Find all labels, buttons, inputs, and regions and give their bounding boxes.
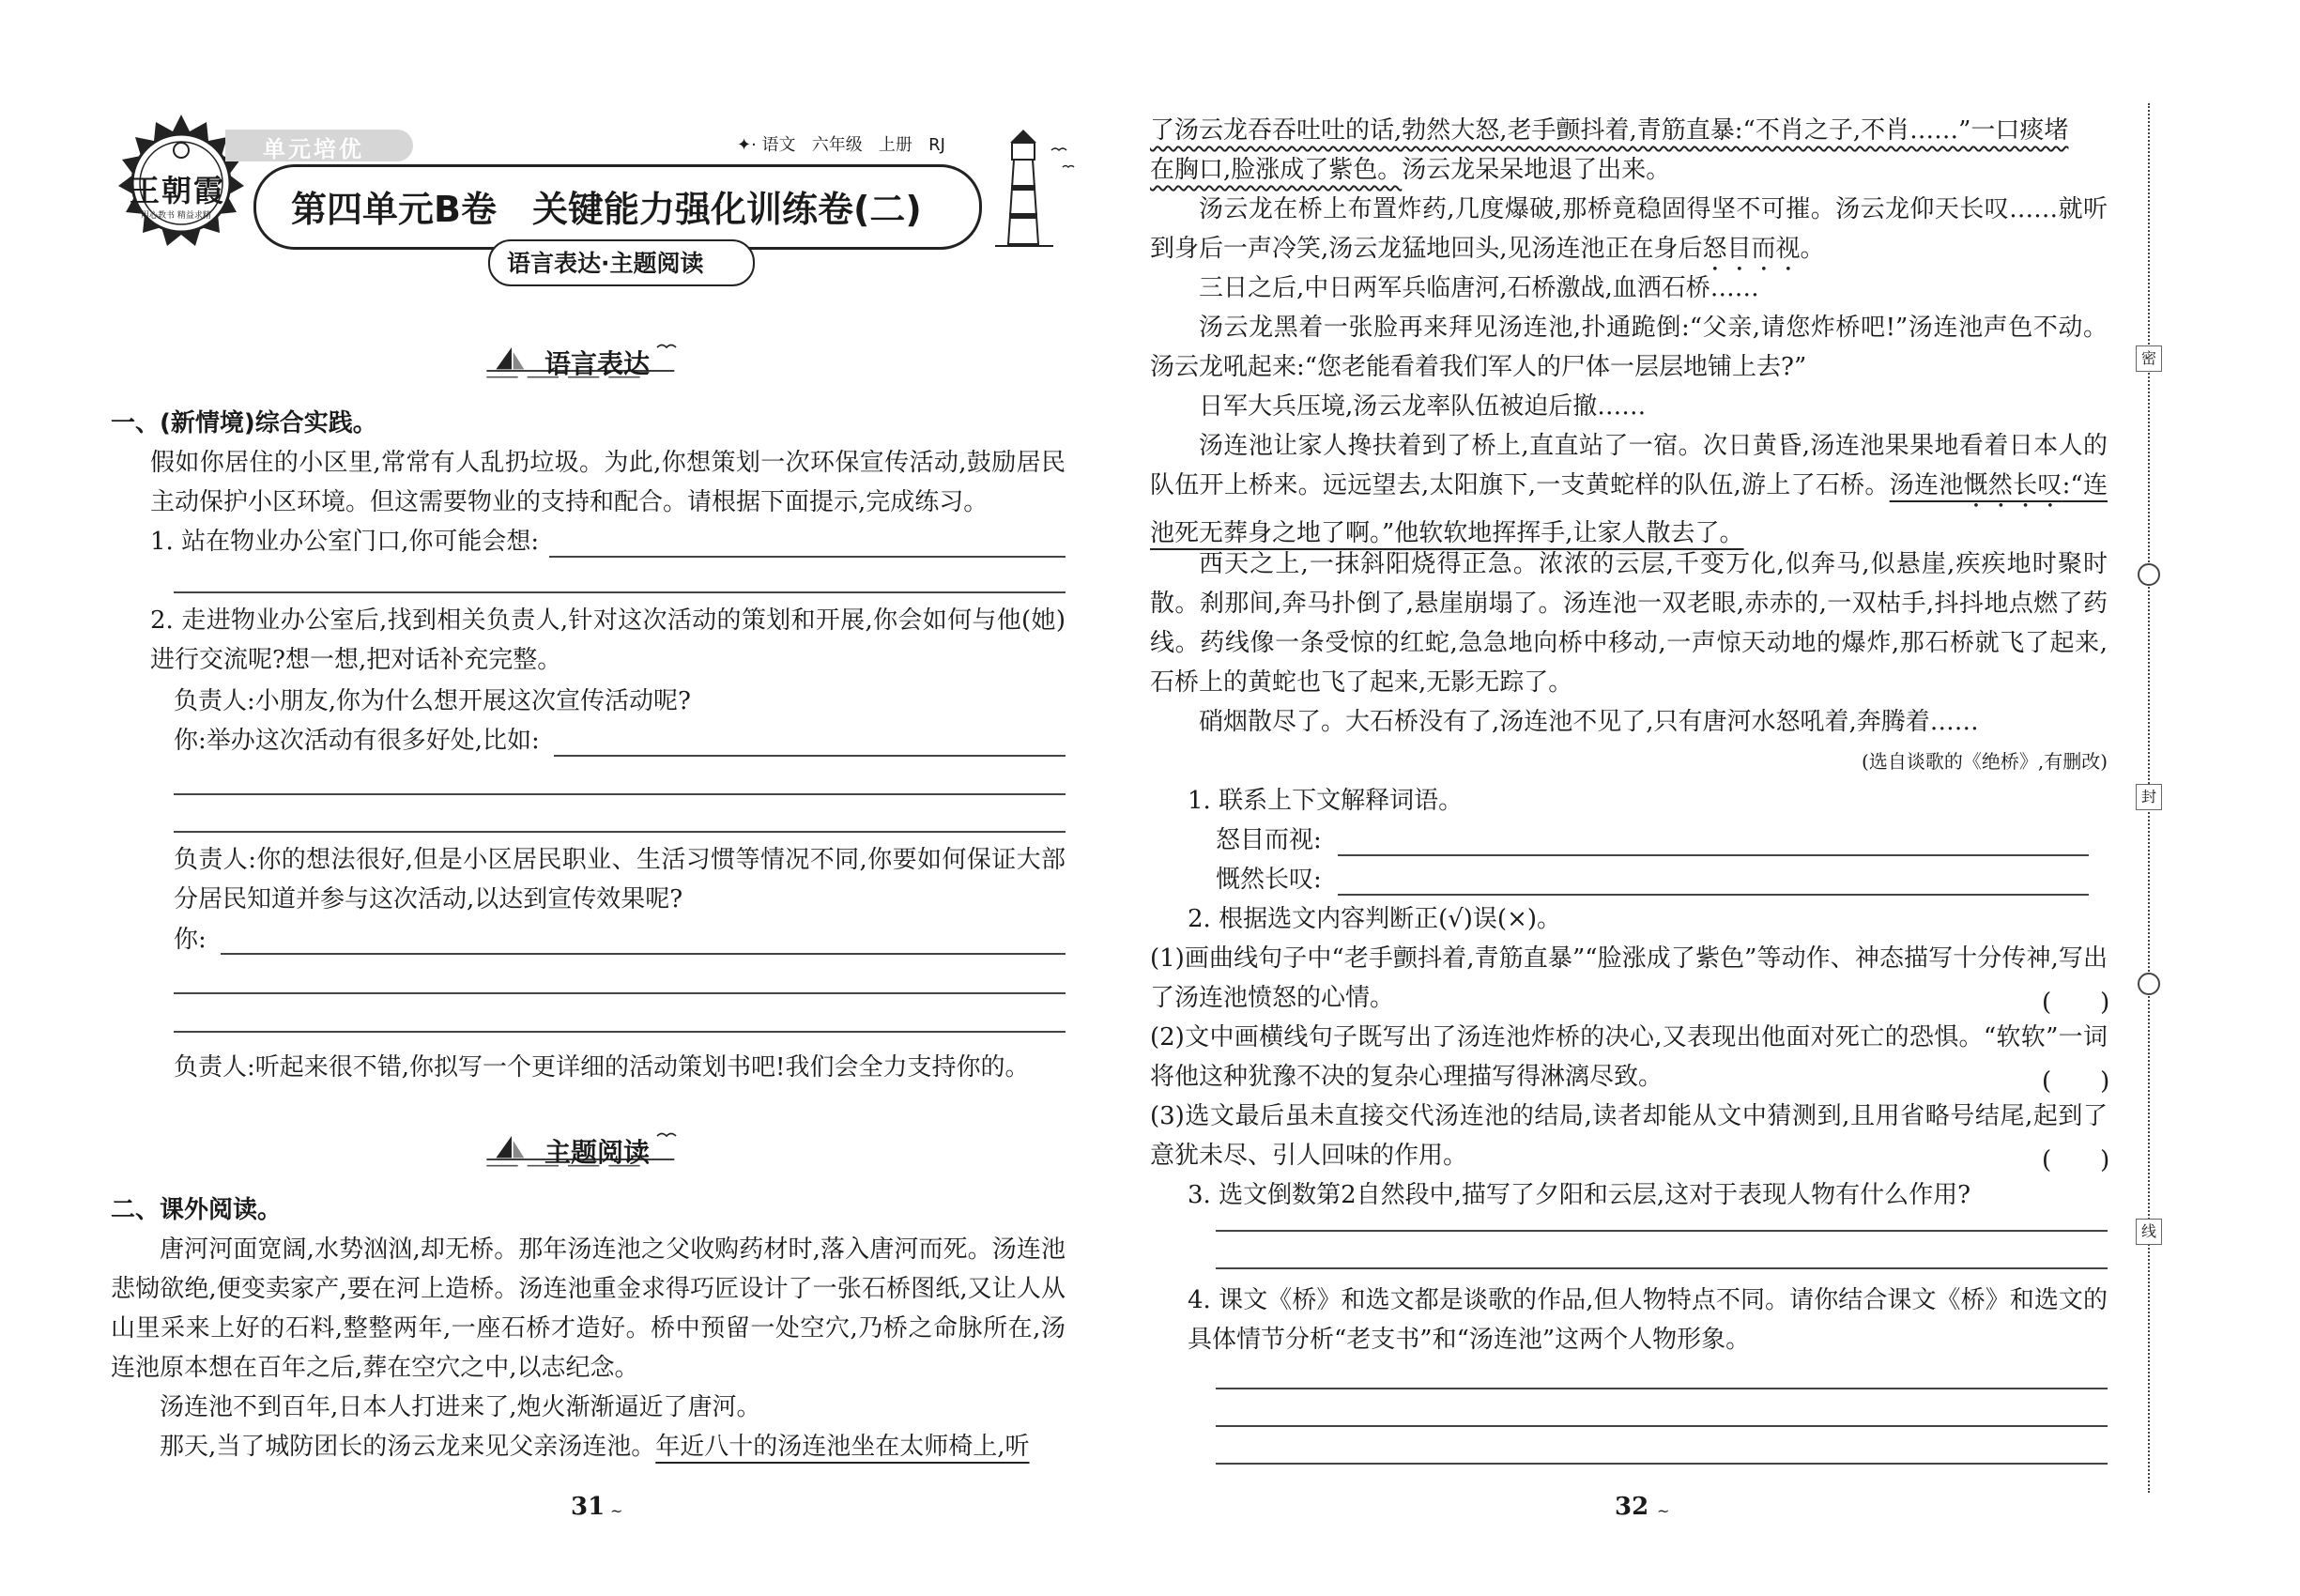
dialog-4: 你:: [174, 926, 207, 954]
answer-line[interactable]: [1216, 1388, 2108, 1389]
answer-paren[interactable]: ( ): [2042, 989, 2110, 1017]
answer-line[interactable]: [174, 992, 1066, 994]
page-number-decor: ~: [1657, 1502, 1670, 1520]
passage-text: 那天,当了城防团长的汤云龙来见父亲汤连池。: [160, 1433, 656, 1461]
passage-para: 汤云龙在桥上布置炸药,几度爆破,那桥竟稳固得坚不可摧。汤云龙仰天长叹……就听到身后一声冷笑,汤云龙猛地回头,见汤连池正在身后怒目而视。: [1150, 195, 2108, 263]
answer-line[interactable]: [549, 556, 1066, 558]
answer-line[interactable]: [1216, 1230, 2108, 1232]
page-title: 第四单元B卷 关键能力强化训练卷(二): [291, 189, 922, 230]
answer-line[interactable]: [1338, 854, 2089, 856]
answer-line[interactable]: [174, 793, 1066, 795]
series-label: 单元培优: [263, 136, 364, 162]
rq3-prompt: 3. 选文倒数第2自然段中,描写了夕阳和云层,这对于表现人物有什么作用?: [1188, 1181, 1971, 1209]
binding-char: 线: [2136, 1219, 2162, 1245]
circle-mark-icon: [2138, 563, 2160, 586]
page-number-decor: ~: [610, 1502, 623, 1520]
answer-line[interactable]: [174, 591, 1066, 593]
star-icon: ✦·: [737, 135, 757, 155]
rq1-term-b: 慨然长叹:: [1216, 866, 1322, 894]
passage-line: [1150, 111, 2108, 190]
section-heading-reading: 主题阅读: [544, 1137, 651, 1168]
passage-para: 日军大兵压境,汤云龙率队伍被迫后撤……: [1199, 392, 1647, 421]
question-1-title: 一、(新情境)综合实践。: [111, 409, 377, 437]
answer-line[interactable]: [1216, 1425, 2108, 1427]
rq1-prompt: 1. 联系上下文解释词语。: [1188, 787, 1464, 815]
answer-line[interactable]: [1338, 894, 2089, 896]
binding-char: 封: [2136, 784, 2162, 810]
passage-para: 汤云龙黑着一张脸再来拜见汤连池,扑通跪倒:“父亲,请您炸桥吧!”汤连池声色不动。汤云龙吼起来:“您老能看着我们军人的尸体一层层地铺上去?”: [1150, 314, 2108, 381]
wavy-sentence: 在胸口,脸涨成了紫色。: [1150, 156, 1403, 184]
brand-tagline: 用心教书 精益求精: [141, 211, 211, 221]
passage-para-1: 唐河河面宽阔,水势汹汹,却无桥。那年汤连池之父收购药材时,落入唐河而死。汤连池悲恸欲绝,便变卖家产,要在河上造桥。汤连池重金求得巧匠设计了一张石桥图纸,又让人从山里采来上好的石料,整整两年,一座石桥才造好。桥中预留一处空穴,乃桥之命脉所在,汤连池原本想在百年之后,葬在空穴之中,以志纪念。: [111, 1235, 1066, 1382]
brand-name: 王朝霞: [130, 173, 226, 208]
rq2-item-1: (1)画曲线句子中“老手颤抖着,青筋直暴”“脸涨成了紫色”等动作、神态描写十分传神,写出了汤连池愤怒的心情。: [1150, 944, 2108, 1012]
passage-para: 西天之上,一抹斜阳烧得正急。浓浓的云层,千变万化,似奔马,似悬崖,疾疾地时聚时散。刹那间,奔马扑倒了,悬崖崩塌了。汤连池一双老眼,赤赤的,一双枯手,抖抖地点燃了药线。药线像一条受惊的红蛇,急急地向桥中移动,一声惊天动地的爆炸,那石桥就飞了起来,石桥上的黄蛇也飞了起来,无影无踪了。: [1150, 550, 2108, 697]
lighthouse-icon: [976, 122, 1080, 253]
answer-paren[interactable]: ( ): [2042, 1067, 2110, 1096]
section-heading-language: 语言表达: [544, 348, 651, 379]
passage-source: (选自谈歌的《绝桥》,有删改): [1862, 750, 2108, 773]
circle-mark-icon: [2138, 973, 2160, 995]
passage-text: 汤云龙呆呆地退了出来。: [1402, 156, 1671, 184]
answer-paren[interactable]: ( ): [2042, 1146, 2110, 1174]
answer-line[interactable]: [221, 953, 1066, 955]
answer-line[interactable]: [1216, 1463, 2108, 1465]
dialog-1: 负责人:小朋友,你为什么想开展这次宣传活动呢?: [174, 687, 691, 715]
answer-line[interactable]: [1216, 1267, 2108, 1269]
passage-para: 硝烟散尽了。大石桥没有了,汤连池不见了,只有唐河水怒吼着,奔腾着……: [1199, 708, 1979, 736]
dotted-word: 慨然长叹: [1963, 471, 2062, 499]
answer-line[interactable]: [554, 755, 1066, 757]
binding-char: 密: [2136, 345, 2162, 372]
page-right: [1150, 0, 2300, 1596]
answer-line[interactable]: [174, 831, 1066, 833]
rq4-prompt: 4. 课文《桥》和选文都是谈歌的作品,但人物特点不同。请你结合课文《桥》和选文的具体情节分析“老支书”和“汤连池”这两个人物形象。: [1188, 1286, 2108, 1354]
rq2-item-2: (2)文中画横线句子既写出了汤连池炸桥的决心,又表现出他面对死亡的恐惧。“软软”一词将他这种犹豫不决的复杂心理描写得淋漓尽致。: [1150, 1023, 2108, 1091]
q1-prompt: 1. 站在物业办公室门口,你可能会想:: [150, 528, 540, 556]
rq2-item-3: (3)选文最后虽未直接交代汤连池的结局,读者却能从文中猜测到,且用省略号结尾,起到了意犹未尽、引人回味的作用。: [1150, 1102, 2108, 1170]
rq1-term-a: 怒目而视:: [1216, 826, 1322, 854]
page-subtitle: 语言表达·主题阅读: [507, 250, 704, 277]
wavy-sentence: 了汤云龙吞吞吐吐的话,勃然大怒,老手颤抖着,青筋直暴:“不肖之子,不肖……”一口痰堵: [1150, 116, 2069, 145]
passage-para: 三日之后,中日两军兵临唐河,石桥激战,血洒石桥……: [1199, 274, 1759, 302]
q2-prompt: 2. 走进物业办公室后,找到相关负责人,针对这次活动的策划和开展,你会如何与他(她)进行交流呢?想一想,把对话补充完整。: [150, 606, 1066, 674]
dialog-5: 负责人:听起来很不错,你拟写一个更详细的活动策划书吧!我们会全力支持你的。: [174, 1053, 1030, 1082]
rq2-prompt: 2. 根据选文内容判断正(√)误(×)。: [1188, 905, 1561, 933]
question-1-intro: 假如你居住的小区里,常常有人乱扔垃圾。为此,你想策划一次环保宣传活动,鼓励居民主动保护小区环境。但这需要物业的支持和配合。请根据下面提示,完成练习。: [150, 449, 1066, 516]
underlined-sentence: 年近八十的汤连池坐在太师椅上,听: [655, 1433, 1030, 1461]
passage-para: 汤连池让家人搀扶着到了桥上,直直站了一宿。次日黄昏,汤连池果果地看着日本人的队伍开上桥来。远远望去,太阳旗下,一支黄蛇样的队伍,游上了石桥。汤连池慨然长叹:“连池死无葬身之地了啊。”他软软地挥挥手,让家人散去了。: [1150, 432, 2108, 547]
dotted-word: 怒目而视: [1702, 235, 1801, 263]
answer-line[interactable]: [174, 1031, 1066, 1033]
dialog-2: 你:举办这次活动有很多好处,比如:: [174, 727, 540, 755]
passage-para-2: 汤连池不到百年,日本人打进来了,炮火渐渐逼近了唐河。: [160, 1393, 761, 1421]
dialog-3: 负责人:你的想法很好,但是小区居民职业、生活习惯等情况不同,你要如何保证大部分居民知道并参与这次活动,以达到宣传效果呢?: [174, 846, 1066, 913]
underlined-sentence: 汤连池: [1889, 471, 1964, 499]
page-number-right: 32: [1615, 1493, 1649, 1521]
header-meta: ✦· 语文 六年级 上册 RJ: [737, 135, 945, 155]
underlined-sentence: :“连池死无葬身之地了啊。”他软软地挥挥手,让家人散去了。: [1150, 471, 2108, 547]
page-number-left: 31: [571, 1493, 606, 1521]
passage-para-3: [111, 1427, 1066, 1466]
question-2-title: 二、课外阅读。: [111, 1196, 283, 1224]
